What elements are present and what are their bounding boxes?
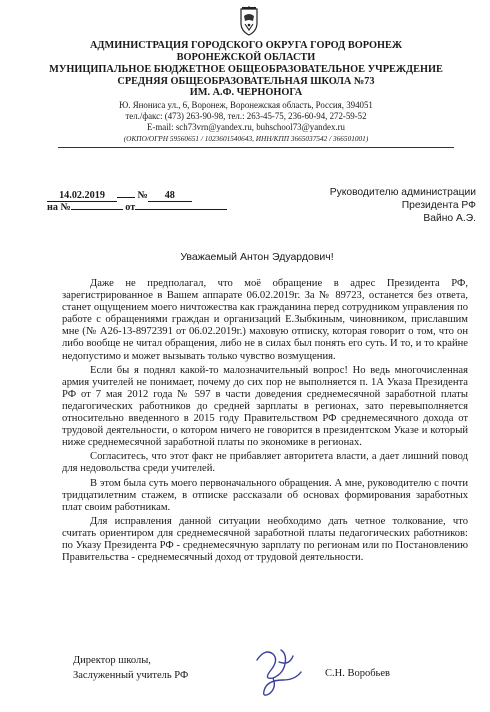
- paragraph-3: Согласитесь, что этот факт не прибавляет авторитета власти, а дает лишний повод для недовольства среди учителей.: [62, 451, 468, 475]
- position-line-2: Заслуженный учитель РФ: [73, 670, 189, 681]
- paragraph-4: В этом была суть моего первоначального обращения. А мне, руководителю с почти тридцатилетним стажем, в отписке рассказали об основах формирования заработных плат своим работникам.: [62, 477, 468, 513]
- addressee-line-1: Руководителю администрации: [329, 187, 476, 198]
- incoming-from-label: от: [125, 202, 136, 213]
- salutation: Уважаемый Антон Эдуардович!: [180, 251, 334, 263]
- outgoing-date-filler: [117, 186, 135, 198]
- paragraph-1: Даже не предполагал, что моё обращение в адрес Президента РФ, зарегистрированное в Вашем аппарате 06.02.2019г. За № 89723, останется без ответа, станет ощущением моего ничтожества как гражданина перед сотрудником управления по работе с обращениями граждан и организаций Е.Зыбкиным, чиновником, приславшим мне (№ А26-13-8972391 от 06.02.2019г.) маховую отписку, которая говорит о том, что он либо вообще не читал обращения, либо не в силах был понять его суть. И то, и то крайне недопустимо и может вызывать только чувство возмущения.: [62, 278, 468, 362]
- incoming-number-label: на №: [47, 202, 71, 213]
- addressee-block: [300, 186, 476, 225]
- org-address: Ю. Янониса ул., 6, Воронеж, Воронежская область, Россия, 394051: [119, 100, 373, 110]
- coat-of-arms-icon: [238, 6, 260, 36]
- signatory-position: [73, 653, 188, 683]
- org-name-line-1: АДМИНИСТРАЦИЯ ГОРОДСКОГО ОКРУГА ГОРОД ВОРОНЕЖ: [89, 40, 403, 51]
- incoming-reference: [47, 198, 227, 214]
- handwritten-signature-icon: [243, 640, 313, 700]
- signer-name: С.Н. Воробьев: [325, 668, 390, 679]
- incoming-number-blank: [71, 198, 123, 210]
- org-name-line-3: МУНИЦИПАЛЬНОЕ БЮДЖЕТНОЕ ОБЩЕОБРАЗОВАТЕЛЬНОЕ УЧРЕЖДЕНИЕ: [49, 64, 443, 75]
- position-line-1: Директор школы,: [73, 655, 151, 666]
- paragraph-2: Если бы я поднял какой-то малозначительный вопрос! Но ведь многочисленная армия учителей не понимает, почему до сих пор не выполняется п. 1А Указа Президента РФ от 7 мая 2012 года № 597 в части доведения среднемесячной заработной платы педагогических работников до средней зарплаты в регионах, зато перевыполняется относительно введенного в 2015 году Правительством РФ среднемесячного дохода от трудовой деятельности, о котором ничего не говорится в президентском Указе и который ниже среднемесячной заработной платы по экономике в регионах.: [62, 364, 468, 449]
- outgoing-date: 14.02.2019: [47, 190, 117, 202]
- org-name-line-2: ВОРОНЕЖСКОЙ ОБЛАСТИ: [176, 51, 316, 63]
- org-codes: (ОКПО/ОГРН 59560651 / 1023601540643, ИНН/КПП 3665037542 / 366501001): [123, 134, 369, 143]
- org-emails: E-mail: sch73vrn@yandex.ru, buhschool73@yandex.ru: [147, 122, 345, 132]
- org-name-line-5: ИМ. А.Ф. ЧЕРНОНОГА: [189, 87, 303, 98]
- letter-body: [62, 278, 468, 564]
- outgoing-number: 48: [148, 190, 192, 202]
- org-phones: тел./факс: (473) 263-90-98, тел.: 263-45-75, 236-60-94, 272-59-52: [125, 111, 367, 121]
- outgoing-number-label: №: [137, 190, 148, 201]
- addressee-line-3: Вайно А.Э.: [423, 213, 476, 224]
- paragraph-5: Для исправления данной ситуации необходимо дать четное толкование, что считать ориентиром для среднемесячной заработной платы педагогических работников: по Указу Президента РФ - среднемесячную зарплату по регионам или по Постановлению Правительства - среднемесячный доход от трудовой деятельности.: [62, 515, 468, 564]
- header-divider: [58, 147, 454, 148]
- incoming-date-blank: [135, 198, 227, 210]
- org-name-line-4: СРЕДНЯЯ ОБЩЕОБРАЗОВАТЕЛЬНАЯ ШКОЛА №73: [117, 75, 375, 87]
- addressee-line-2: Президента РФ: [401, 200, 476, 211]
